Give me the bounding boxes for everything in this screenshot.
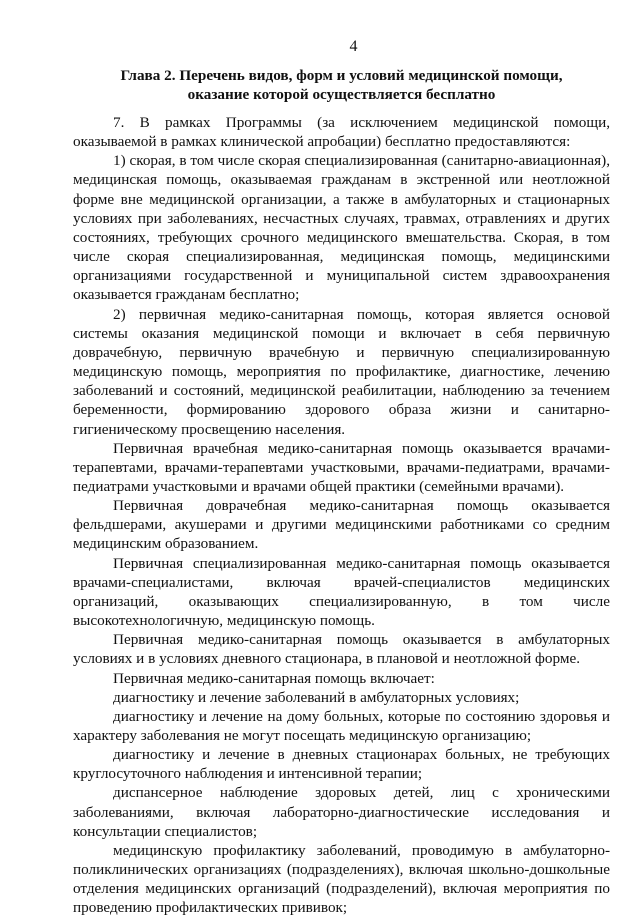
paragraph-primary-prephysician-care: Первичная доврачебная медико-санитарная помощь оказывается фельдшерами, акушерами и другими медицинскими работниками со средним медицинским образованием. <box>73 497 610 553</box>
paragraph-emergency-care: 1) скорая, в том числе скорая специализированная (санитарно-авиационная), медицинская помощь, оказываемая гражданам в экстренной или неотложной форме вне медицинской организации, а также в амбулаторных и стационарных условиях при заболеваниях, несчастных случаях, травмах, отравлениях и других состояниях, требующих срочного медицинского вмешательства. Скорая, в том числе скорая специализированная, медицинская помощь, медицинскими организациями государственной и муниципальной систем здравоохранения оказывается гражданам бесплатно; <box>73 152 610 304</box>
paragraph-intro: 7. В рамках Программы (за исключением медицинской помощи, оказываемой в рамках клинической апробации) бесплатно предоставляются: <box>73 114 610 151</box>
paragraph-primary-physician-care: Первичная врачебная медико-санитарная помощь оказывается врачами-терапевтами, врачами-терапевтами участковыми, врачами-педиатрами, врачами-педиатрами участковыми и врачами общей практики (семейными врачами). <box>73 439 610 495</box>
document-body <box>73 113 610 918</box>
paragraph-care-includes: Первичная медико-санитарная помощь включает: <box>113 669 435 687</box>
list-item: диспансерное наблюдение здоровых детей, лиц с хроническими заболеваниями, включая лабораторно-диагностические исследования и консультации специалистов; <box>73 784 610 840</box>
paragraph-care-conditions: Первичная медико-санитарная помощь оказывается в амбулаторных условиях и в условиях дневного стационара, в плановой и неотложной форме. <box>73 631 610 668</box>
chapter-heading-line-1: Глава 2. Перечень видов, форм и условий медицинской помощи, <box>120 67 563 84</box>
chapter-heading <box>73 66 610 104</box>
paragraph-primary-specialized-care: Первичная специализированная медико-санитарная помощь оказывается врачами-специалистами, включая врачей-специалистов медицинских организаций, оказывающих специализированную, в том числе высокотехнологичную, медицинскую помощь. <box>73 554 610 630</box>
list-item: диагностику и лечение заболеваний в амбулаторных условиях; <box>113 688 520 706</box>
list-item: диагностику и лечение на дому больных, которые по состоянию здоровья и характеру заболевания не могут посещать медицинскую организацию; <box>73 707 610 744</box>
list-item: диагностику и лечение в дневных стационарах больных, не требующих круглосуточного наблюдения и интенсивной терапии; <box>73 746 610 783</box>
paragraph-primary-care: 2) первичная медико-санитарная помощь, которая является основой системы оказания медицинской помощи и включает в себя первичную доврачебную, первичную врачебную и первичную специализированную медицинскую помощь, мероприятия по профилактике, диагностике, лечению заболеваний и состояний, медицинской реабилитации, наблюдению за течением беременности, формированию здорового образа жизни и санитарно-гигиеническому просвещению населения. <box>73 305 610 438</box>
list-item: медицинскую профилактику заболеваний, проводимую в амбулаторно-поликлинических организациях (подразделениях), включая школьно-дошкольные отделения медицинских организаций (подразделений), включая мероприятия по проведению профилактических прививок; <box>73 841 610 917</box>
chapter-heading-line-2: оказание которой осуществляется бесплатно <box>187 86 496 103</box>
page-number: 4 <box>349 38 358 55</box>
